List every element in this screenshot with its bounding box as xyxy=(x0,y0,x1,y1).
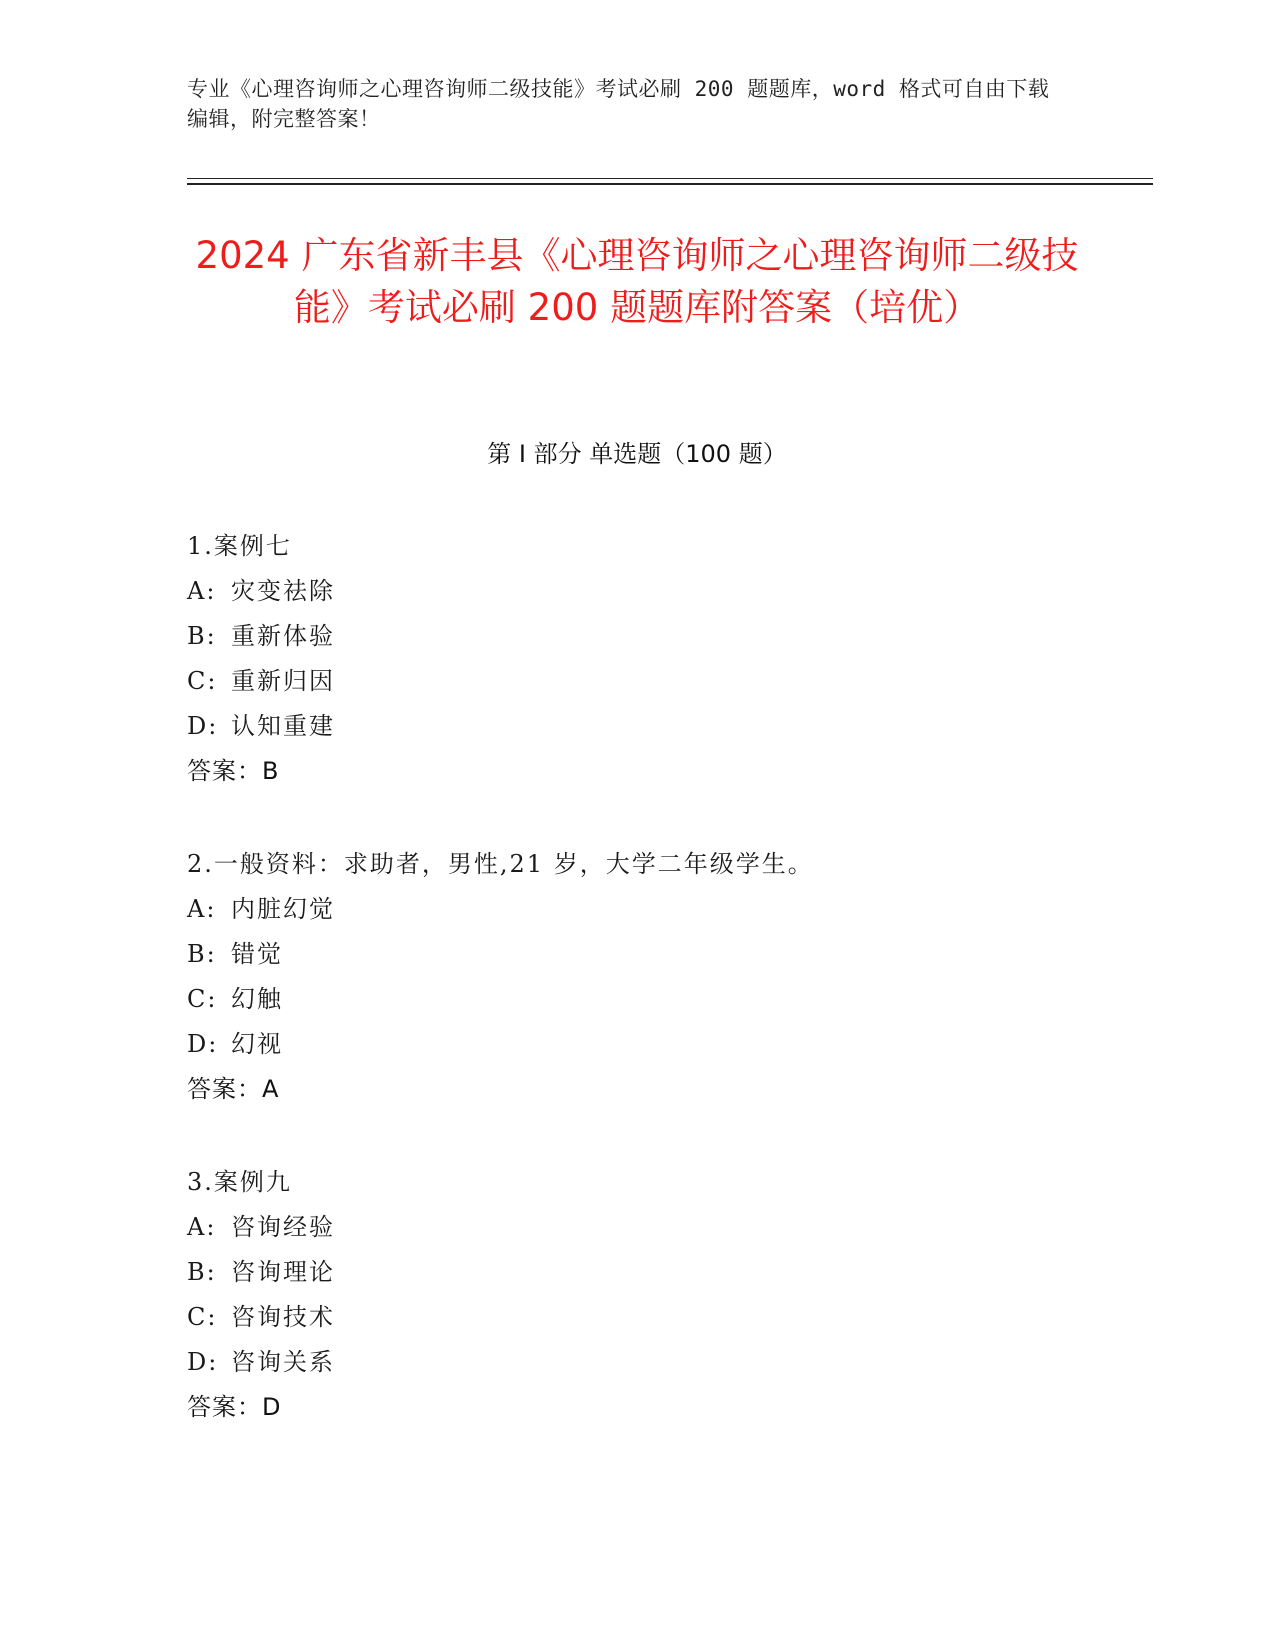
question-2 xyxy=(187,842,1087,1112)
option-c xyxy=(187,659,1087,704)
answer: 答案：A xyxy=(187,1075,280,1103)
option-text: 幻触 xyxy=(231,985,283,1013)
option-c xyxy=(187,1295,1087,1340)
option-b xyxy=(187,1250,1087,1295)
option-d xyxy=(187,1022,1087,1067)
question-stem: 3.案例九 xyxy=(187,1168,292,1196)
option-key: B: xyxy=(187,940,217,968)
option-d xyxy=(187,704,1087,749)
option-key: C: xyxy=(187,985,218,1013)
option-text: 重新归因 xyxy=(231,667,335,695)
option-key: C: xyxy=(187,667,218,695)
document-title: 2024 广东省新丰县《心理咨询师之心理咨询师二级技能》考试必刷 200 题题库附答案（培优） xyxy=(195,234,1079,329)
header-divider-thin xyxy=(187,178,1153,179)
option-key: B: xyxy=(187,1258,217,1286)
answer: 答案：D xyxy=(187,1393,282,1421)
option-text: 错觉 xyxy=(231,940,283,968)
question-1 xyxy=(187,524,1087,794)
question-3 xyxy=(187,1160,1087,1430)
option-text: 内脏幻觉 xyxy=(231,895,335,923)
option-d xyxy=(187,1340,1087,1385)
option-text: 咨询经验 xyxy=(231,1213,335,1241)
option-b xyxy=(187,614,1087,659)
option-text: 认知重建 xyxy=(231,712,335,740)
option-key: D: xyxy=(187,1030,219,1058)
option-a xyxy=(187,887,1087,932)
option-key: B: xyxy=(187,622,217,650)
section-heading: 第 I 部分 单选题（100 题） xyxy=(487,440,787,468)
option-b xyxy=(187,932,1087,977)
option-key: C: xyxy=(187,1303,218,1331)
option-c xyxy=(187,977,1087,1022)
option-a xyxy=(187,1205,1087,1250)
option-key: D: xyxy=(187,712,219,740)
header-note: 专业《心理咨询师之心理咨询师二级技能》考试必刷 200 题题库，word 格式可自由下载编辑，附完整答案！ xyxy=(187,77,1050,131)
header-divider-thick xyxy=(187,183,1153,185)
answer: 答案：B xyxy=(187,757,280,785)
option-key: A: xyxy=(187,1213,217,1241)
option-key: D: xyxy=(187,1348,219,1376)
option-text: 重新体验 xyxy=(231,622,335,650)
option-key: A: xyxy=(187,577,217,605)
option-text: 灾变祛除 xyxy=(231,577,335,605)
option-text: 幻视 xyxy=(231,1030,283,1058)
option-text: 咨询理论 xyxy=(231,1258,335,1286)
option-a xyxy=(187,569,1087,614)
question-stem: 2.一般资料：求助者，男性,21 岁，大学二年级学生。 xyxy=(187,850,814,878)
option-text: 咨询关系 xyxy=(231,1348,335,1376)
option-key: A: xyxy=(187,895,217,923)
question-stem: 1.案例七 xyxy=(187,532,292,560)
option-text: 咨询技术 xyxy=(231,1303,335,1331)
